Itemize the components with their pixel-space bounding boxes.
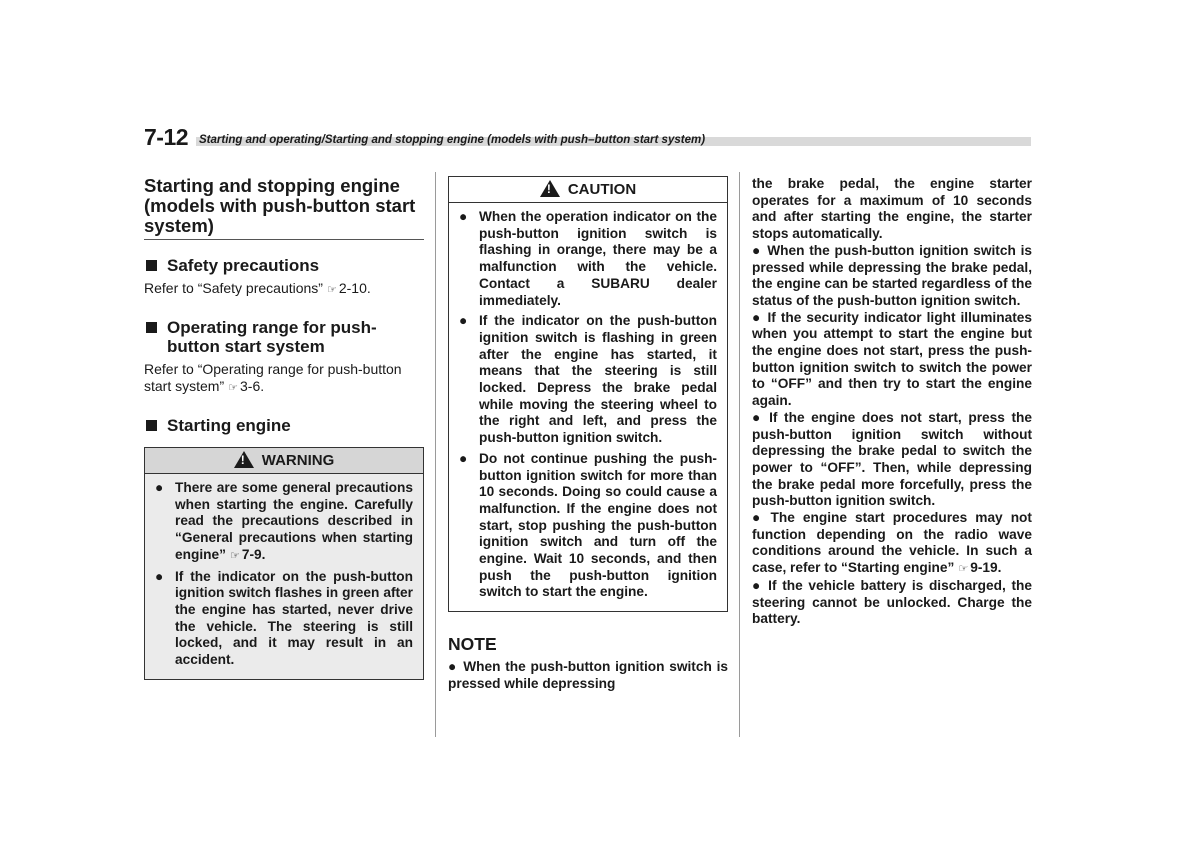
- page-reference[interactable]: 9-19.: [970, 560, 1002, 576]
- note-item: [448, 659, 728, 692]
- warning-item: [153, 569, 413, 669]
- caution-box: [448, 176, 728, 612]
- pointing-hand-icon: ☞: [228, 382, 238, 394]
- subheading-text: Safety precautions: [167, 256, 320, 275]
- section-title: Starting and stopping engine (models with push-button start system): [144, 176, 424, 240]
- warning-header: [145, 448, 423, 474]
- bullet: ●: [448, 659, 458, 675]
- note-item-text: The engine start procedures may not function depending on the radio wave conditions around the vehicle. In such a case, refer to “Starting engine”: [752, 510, 1032, 576]
- page-reference[interactable]: 7-9.: [241, 546, 266, 562]
- note-item: [752, 510, 1032, 578]
- bullet: ●: [155, 568, 164, 584]
- warning-triangle-icon: [540, 180, 560, 197]
- caution-item: [457, 209, 717, 309]
- bullet: ●: [752, 409, 764, 425]
- body-text: Refer to “Safety precautions”: [144, 280, 323, 296]
- subheading-text: Operating range for push-button start system: [167, 318, 377, 356]
- warning-box: [144, 447, 424, 680]
- note-item-text: If the vehicle battery is discharged, the steering cannot be unlocked. Charge the battery.: [752, 577, 1032, 627]
- subheading-text: Starting engine: [167, 416, 291, 435]
- caution-item: [457, 313, 717, 447]
- subheading-safety-precautions: [144, 256, 424, 275]
- pointing-hand-icon: ☞: [326, 284, 337, 296]
- note-item-text: When the push-button ignition switch is pressed while depressing the brake pedal, the engine can be started regardless of the status of the push-button ignition switch.: [752, 242, 1032, 308]
- warning-item-text: There are some general precautions when starting the engine. Carefully read the precautions described in “General precautions when starting engine”: [175, 480, 413, 562]
- warning-body: [145, 474, 423, 679]
- bullet: ●: [752, 510, 765, 526]
- note-item: [752, 310, 1032, 410]
- bullet: ●: [155, 480, 164, 495]
- caution-header: [449, 177, 727, 203]
- bullet: ●: [459, 313, 468, 329]
- page-reference[interactable]: 2-10.: [338, 280, 371, 296]
- bullet: ●: [752, 577, 763, 593]
- note-item-text: When the push-button ignition switch is pressed while depressing: [448, 659, 728, 691]
- subheading-starting-engine: [144, 416, 424, 435]
- column-left: [144, 176, 424, 680]
- note-item-continued: the brake pedal, the engine starter operates for a maximum of 10 seconds and after starting the engine, the starter stops automatically.: [752, 176, 1032, 242]
- subheading-operating-range: [144, 318, 424, 356]
- caution-item-text: Do not continue pushing the push-button ignition switch for more than 10 seconds. Doing so could cause a malfunction. If the engine does not start, stop pushing the push-button ignition switch and turn off the engine. Wait 10 seconds, and then push the push-button ignition switch to start the engine.: [479, 450, 717, 600]
- black-square-icon: [146, 420, 157, 431]
- note-item: [752, 410, 1032, 510]
- warning-triangle-icon: [234, 451, 254, 468]
- bullet: ●: [459, 450, 468, 466]
- note-item: [752, 578, 1032, 628]
- note-item: [752, 243, 1032, 310]
- black-square-icon: [146, 322, 157, 333]
- bullet: ●: [752, 242, 762, 258]
- column-divider: [739, 172, 740, 737]
- column-middle: [448, 176, 728, 693]
- bullet: ●: [752, 309, 762, 325]
- warning-item-text: If the indicator on the push-button ignition switch flashes in green after the engine has started, never drive the vehicle. The steering is still locked, and it may result in an accident.: [175, 568, 413, 668]
- page-number: 7-12: [144, 124, 189, 150]
- caution-item-text: If the indicator on the push-button ignition switch is flashing in green after the engine has started, it means that the steering is still locked. Depress the brake pedal while moving the steering wheel to the right and left, and press the push-button ignition switch.: [479, 313, 717, 446]
- note-title: NOTE: [448, 634, 497, 655]
- pointing-hand-icon: ☞: [958, 563, 969, 576]
- body-text: Refer to “Operating range for push-button start system”: [144, 361, 402, 394]
- column-divider: [435, 172, 436, 737]
- caution-body: [449, 203, 727, 611]
- chapter-path: Starting and operating/Starting and stopping engine (models with push–button start system): [199, 134, 706, 146]
- page-header: [144, 124, 1031, 152]
- body-paragraph: [144, 280, 424, 299]
- column-right: [752, 176, 1032, 628]
- warning-label: WARNING: [261, 452, 335, 469]
- caution-item: [457, 451, 717, 601]
- black-square-icon: [146, 260, 157, 271]
- bullet: ●: [459, 209, 468, 224]
- warning-item: [153, 480, 413, 565]
- caution-item-text: When the operation indicator on the push-button ignition switch is flashing in orange, there may be a malfunction with the vehicle. Contact a SUBARU dealer immediately.: [479, 209, 717, 308]
- caution-label: CAUTION: [567, 181, 637, 198]
- note-item-text: If the engine does not start, press the push-button ignition switch without depressing the brake pedal to switch the power to “OFF”. Then, while depressing the brake pedal more forcefully, press the push-button ignition switch.: [752, 409, 1032, 509]
- page-reference[interactable]: 3-6.: [240, 378, 265, 394]
- pointing-hand-icon: ☞: [229, 549, 240, 562]
- body-paragraph: [144, 361, 424, 397]
- note-item-text: If the security indicator light illuminates when you attempt to start the engine but the engine does not start, press the push-button ignition switch to switch the power to “OFF” and then try to start the engine again.: [752, 309, 1032, 409]
